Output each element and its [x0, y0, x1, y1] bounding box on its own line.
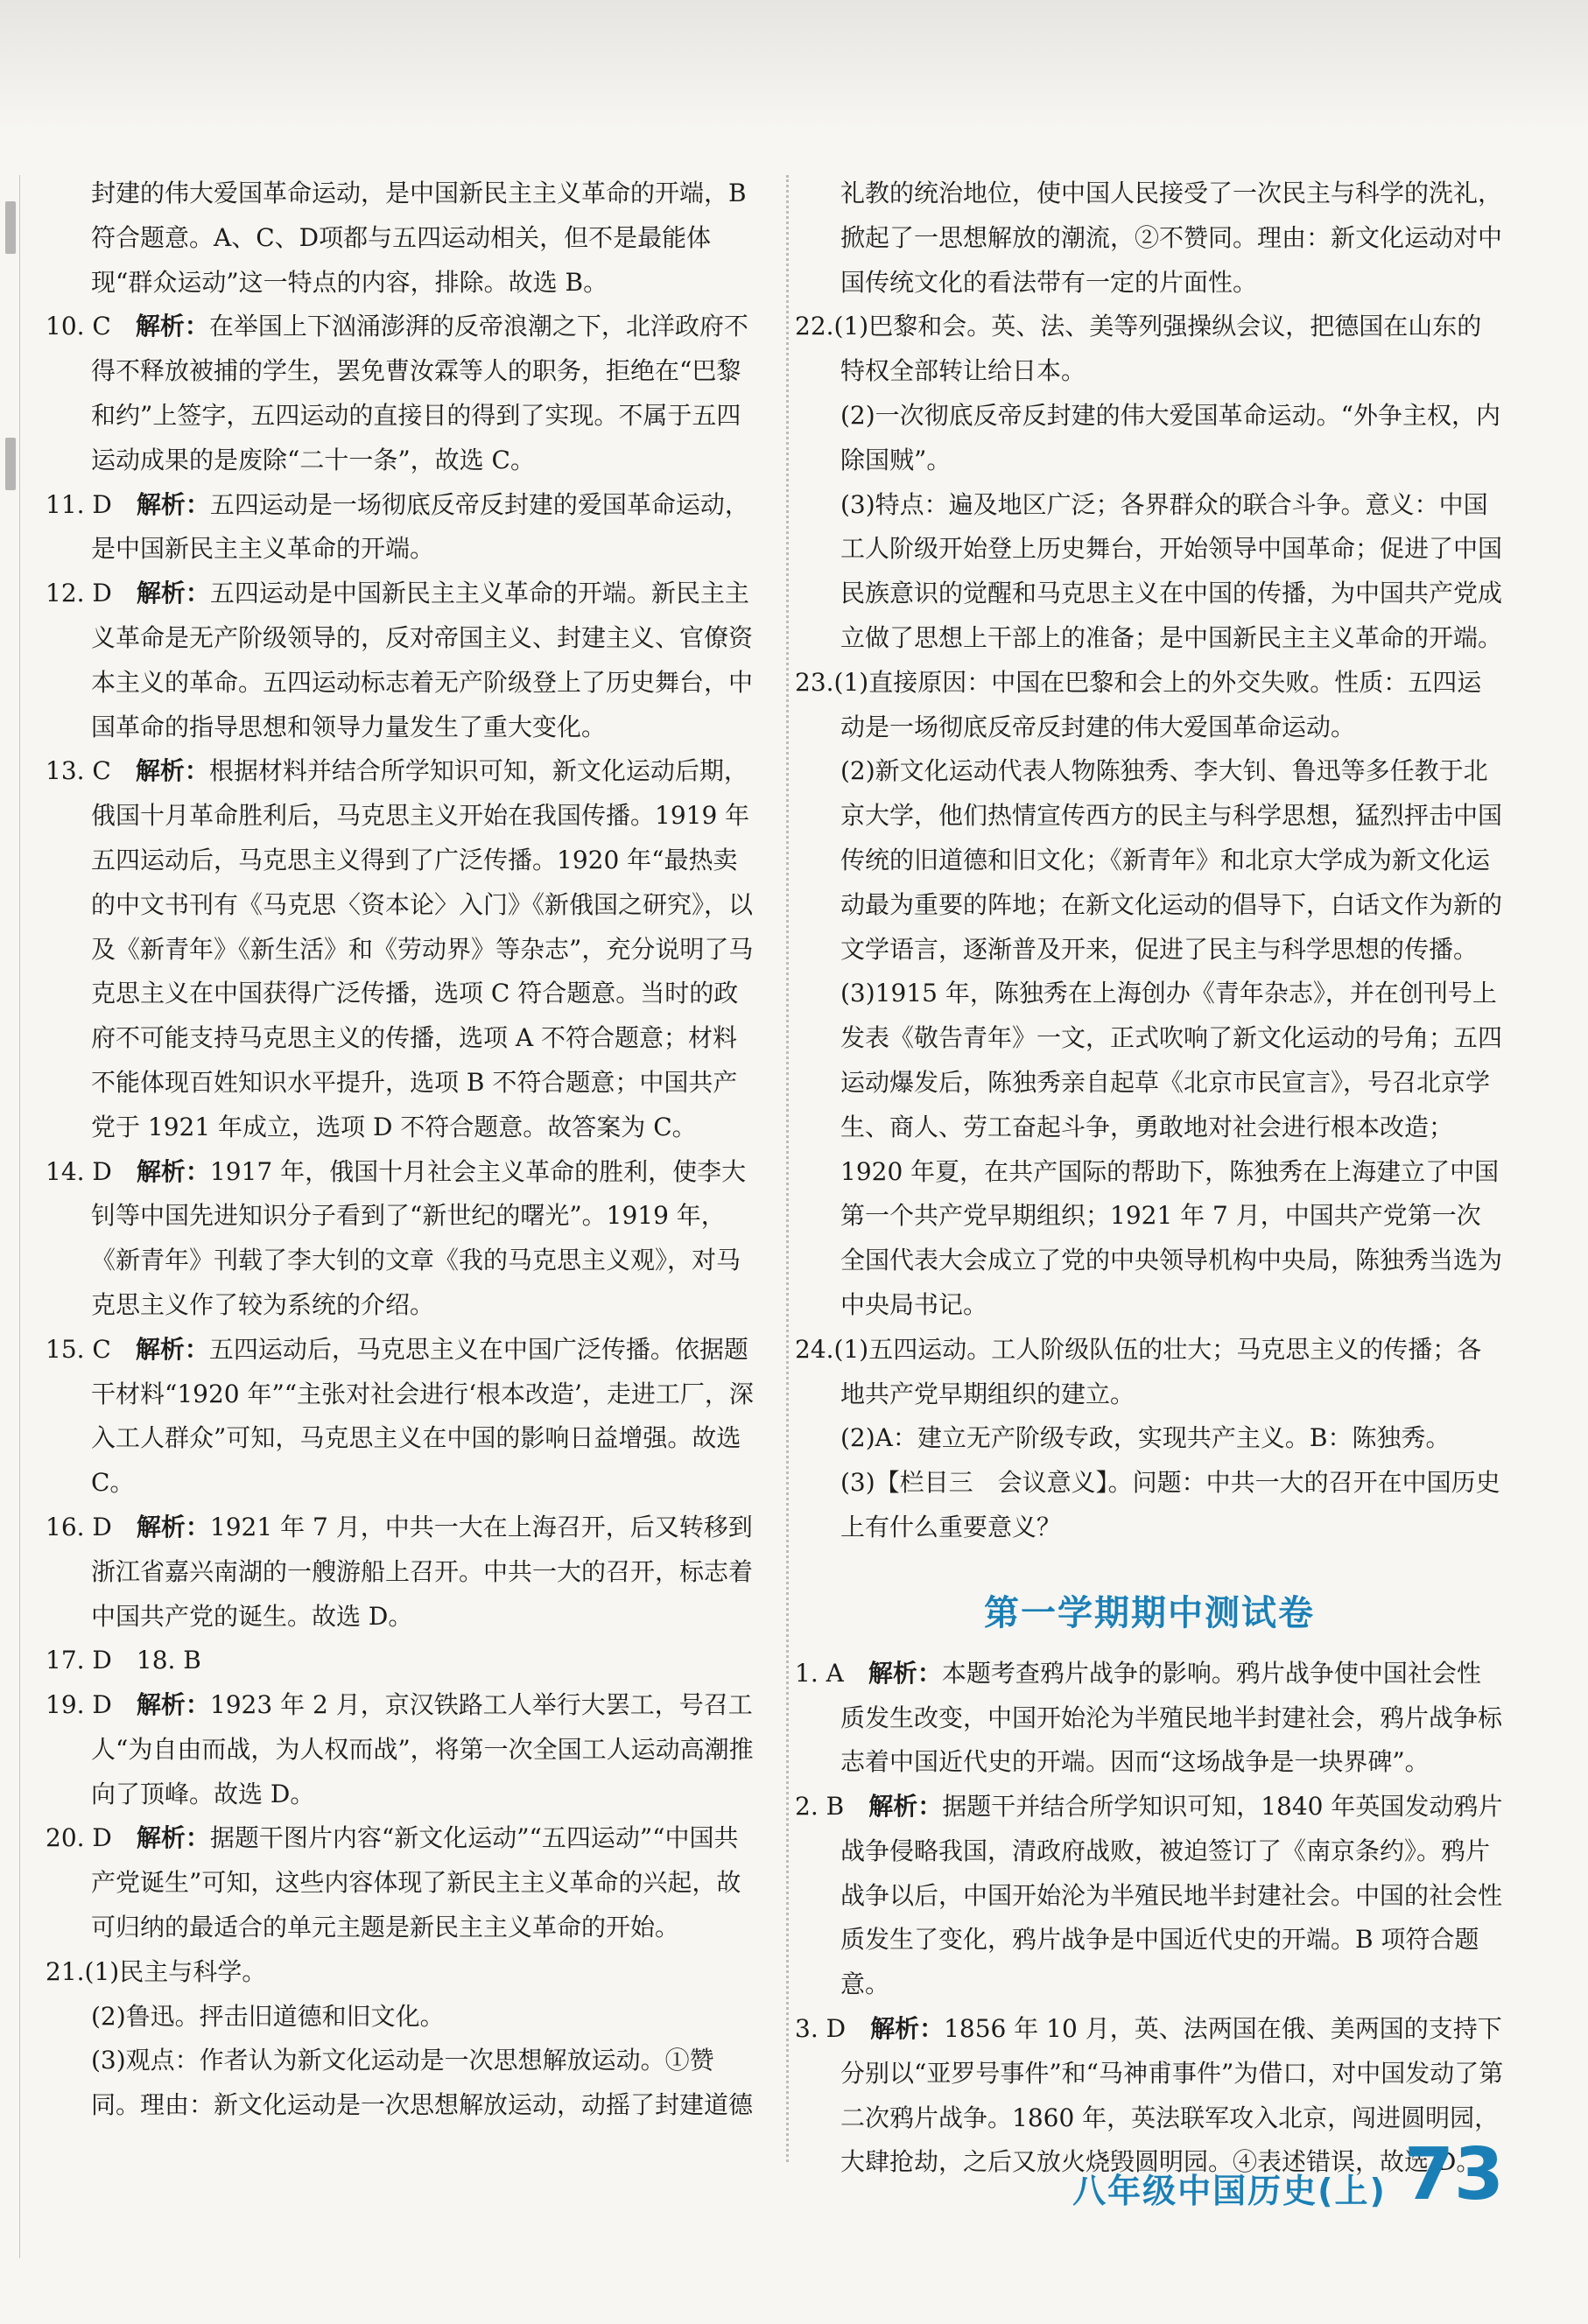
answer-number: 11. D: [46, 489, 112, 519]
answer-item: [46, 1639, 755, 1683]
column-divider: [786, 175, 789, 2162]
page-shadow: [0, 0, 1588, 131]
answer-item: [46, 1150, 755, 1328]
answer-number: 23.: [795, 667, 834, 697]
answer-subitem: (2)鲁迅。抨击旧道德和旧文化。: [91, 2001, 445, 2031]
answer-item: [46, 1816, 755, 1949]
answer-subitem: (3)【栏目三 会议意义】。问题：中共一大的召开在中国历史上有什么重要意义？: [840, 1468, 1500, 1541]
answer-text: 据题干并结合所学知识可知，1840 年英国发动鸦片战争侵略我国，清政府战败，被迫签订了《南京条约》。鸦片战争以后，中国开始沦为半殖民地半封建社会。中国的社会性质发生了变化，鸦片战争是中国近代史的开端。B 项符合题意。: [840, 1792, 1503, 1999]
analysis-label: 解析：: [868, 1658, 942, 1688]
answer-number: 19. D: [46, 1690, 112, 1720]
answer-item: [46, 572, 755, 749]
answer-text: 1923 年 2 月，京汉铁路工人举行大罢工，号召工人“为自由而战，为人权而战”，将第一次全国工人运动高潮推向了顶峰。故选 D。: [91, 1690, 754, 1808]
answer-number: 10. C: [46, 312, 111, 341]
section-title: 第一学期期中测试卷: [984, 1592, 1315, 1633]
answer-item: [46, 1950, 755, 1995]
answer-subitem: (2)A：建立无产阶级专政，实现共产主义。B：陈独秀。: [840, 1423, 1451, 1453]
answer-number: 22.: [795, 312, 834, 341]
answer-number: 12. D: [46, 579, 112, 608]
answer-number: 20. D: [46, 1823, 112, 1853]
answer-item: [46, 749, 755, 1149]
analysis-label: 解析：: [136, 1690, 210, 1720]
answer-item: [46, 1683, 755, 1816]
analysis-label: 解析：: [868, 1792, 943, 1822]
answer-text: 在举国上下汹涌澎湃的反帝浪潮之下，北洋政府不得不释放被捕的学生，罢免曹汝霖等人的职务，拒绝在“巴黎和约”上签字，五四运动的直接目的得到了实现。不属于五四运动成果的是废除“二十一条”，故选 C。: [91, 312, 748, 474]
answer-text: 据题干图片内容“新文化运动”“五四运动”“中国共产党诞生”可知，这些内容体现了新民主主义革命的兴起，故可归纳的最适合的单元主题是新民主主义革命的开始。: [91, 1823, 741, 1942]
answer-number: 15. C: [46, 1334, 111, 1364]
answer-text: 本题考查鸦片战争的影响。鸦片战争使中国社会性质发生改变，中国开始沦为半殖民地半封建社会，鸦片战争标志着中国近代史的开端。因而“这场战争是一块界碑”。: [840, 1658, 1503, 1777]
answer-number: 3. D: [795, 2014, 847, 2044]
analysis-label: 解析：: [135, 1334, 209, 1364]
page-footer: [1072, 2133, 1504, 2216]
right-column: [795, 172, 1504, 2185]
page-number: 73: [1403, 2133, 1504, 2216]
answer-text: (1)直接原因：中国在巴黎和会上的外交失败。性质：五四运动是一场彻底反帝反封建的伟大爱国革命运动。: [833, 667, 1482, 741]
analysis-label: 解析：: [136, 579, 210, 608]
answer-number: 17. D 18. B: [46, 1646, 201, 1675]
answer-item: [46, 483, 755, 572]
answer-text: (1)五四运动。工人阶级队伍的壮大；马克思主义的传播；各地共产党早期组织的建立。: [833, 1334, 1482, 1408]
answer-number: 2. B: [795, 1792, 845, 1822]
answer-text: (1)巴黎和会。英、法、美等列强操纵会议，把德国在山东的特权全部转让给日本。: [833, 312, 1482, 386]
answer-number: 1. A: [795, 1658, 844, 1688]
answer-number: 24.: [795, 1334, 834, 1364]
analysis-label: 解析：: [136, 1512, 210, 1541]
answer-text: 五四运动是中国新民主主义革命的开端。新民主主义革命是无产阶级领导的，反对帝国主义、封建主义、官僚资本主义的革命。五四运动标志着无产阶级登上了历史舞台，中国革命的指导思想和领导力量发生了重大变化。: [91, 579, 754, 741]
answer-subitem: (2)新文化运动代表人物陈独秀、李大钊、鲁迅等多任教于北京大学，他们热情宣传西方的民主与科学思想，猛烈抨击中国传统的旧道德和旧文化；《新青年》和北京大学成为新文化运动最为重要的阵地；在新文化运动的倡导下，白话文作为新的文学语言，逐渐普及开来，促进了民主与科学思想的传播。: [840, 756, 1503, 964]
answer-subitem: (2)一次彻底反帝反封建的伟大爱国革命运动。“外争主权，内除国贼”。: [840, 400, 1500, 474]
answer-item: [795, 1652, 1504, 1785]
answer-text: 1856 年 10 月，英、法两国在俄、美两国的支持下分别以“亚罗号事件”和“马神甫事件”为借口，对中国发动了第二次鸦片战争。1860 年，英法联军攻入北京，闯进圆明园，大肆抢劫，之后又放火烧毁圆明园。④表述错误，故选 D。: [840, 2014, 1504, 2177]
answer-number: 16. D: [46, 1512, 112, 1541]
answer-subitem: (3)特点：遍及地区广泛；各界群众的联合斗争。意义：中国工人阶级开始登上历史舞台，开始领导中国革命；促进了中国民族意识的觉醒和马克思主义在中国的传播，为中国共产党成立做了思想上干部上的准备；是中国新民主主义革命的开端。: [840, 489, 1503, 652]
analysis-label: 解析：: [136, 1156, 210, 1186]
analysis-label: 解析：: [870, 2014, 945, 2044]
answer-subitem: 礼教的统治地位，使中国人民接受了一次民主与科学的洗礼，掀起了一思想解放的潮流，②不赞同。理由：新文化运动对中国传统文化的看法带有一定的片面性。: [840, 179, 1503, 297]
book-title: 八年级中国历史(上): [1072, 2172, 1387, 2210]
answer-item: [46, 1506, 755, 1639]
answer-text: (1)民主与科学。: [84, 1956, 267, 1986]
analysis-label: 解析：: [136, 1823, 210, 1853]
answer-text: 五四运动后，马克思主义在中国广泛传播。依据题干材料“1920 年”“主张对社会进行‘根本改造’，走进工厂，深入工人群众”可知，马克思主义在中国的影响日益增强。故选 C。: [91, 1334, 754, 1498]
answer-number: 21.: [46, 1956, 85, 1986]
analysis-label: 解析：: [135, 756, 209, 786]
answer-text: 根据材料并结合所学知识可知，新文化运动后期，俄国十月革命胜利后，马克思主义开始在我国传播。1919 年五四运动后，马克思主义得到了广泛传播。1920 年“最热卖的中文书刊有《马克思〈资本论〉入门》《新俄国之研究》，以及《新青年》《新生活》和《劳动界》等杂志”，充分说明了马克思主义在中国获得广泛传播，选项 C 符合题意。当时的政府不可能支持马克思主义的传播，选项 A 不符合题意；材料不能体现百姓知识水平提升，选项 B 不符合题意；中国共产党于 1921 年成立，选项 D 不符合题意。故答案为 C。: [91, 756, 754, 1141]
binding-mark: [5, 201, 16, 254]
answer-item: [795, 305, 1504, 394]
answer-subitem: (3)观点：作者认为新文化运动是一次思想解放运动。①赞同。理由：新文化运动是一次思想解放运动，动摇了封建道德: [91, 2046, 754, 2120]
answer-subitem: (3)1915 年，陈独秀在上海创办《青年杂志》，并在创刊号上发表《敬告青年》一文，正式吹响了新文化运动的号角；五四运动爆发后，陈独秀亲自起草《北京市民宣言》，号召北京学生、商人、劳工奋起斗争，勇敢地对社会进行根本改造；1920 年夏，在共产国际的帮助下，陈独秀在上海建立了中国第一个共产党早期组织；1921 年 7 月，中国共产党第一次全国代表大会成立了党的中央领导机构中央局，陈独秀当选为中央局书记。: [840, 979, 1503, 1319]
analysis-label: 解析：: [135, 312, 209, 341]
binding-edge: [0, 175, 20, 2258]
answer-item: [795, 661, 1504, 750]
answer-item: [46, 305, 755, 482]
answer-number: 14. D: [46, 1156, 112, 1186]
answer-text: 五四运动是一场彻底反帝反封建的爱国革命运动，是中国新民主主义革命的开端。: [91, 489, 749, 564]
answer-item: [46, 172, 755, 305]
answer-text: 1917 年，俄国十月社会主义革命的胜利，使李大钊等中国先进知识分子看到了“新世纪的曙光”。1919 年，《新青年》刊载了李大钊的文章《我的马克思主义观》，对马克思主义作了较为系统的介绍。: [91, 1156, 747, 1319]
left-column: [46, 172, 755, 2128]
answer-item: [795, 1785, 1504, 2007]
answer-item: [46, 1328, 755, 1506]
answer-item: [795, 1328, 1504, 1417]
binding-mark: [5, 438, 16, 490]
answer-number: 13. C: [46, 756, 111, 786]
answer-text: 封建的伟大爱国革命运动，是中国新民主主义革命的开端，B符合题意。A、C、D项都与五四运动相关，但不是最能体现“群众运动”这一特点的内容，排除。故选 B。: [91, 179, 747, 297]
answer-text: 1921 年 7 月，中共一大在上海召开，后又转移到浙江省嘉兴南湖的一艘游船上召开。中共一大的召开，标志着中国共产党的诞生。故选 D。: [91, 1512, 754, 1631]
analysis-label: 解析：: [136, 489, 210, 519]
